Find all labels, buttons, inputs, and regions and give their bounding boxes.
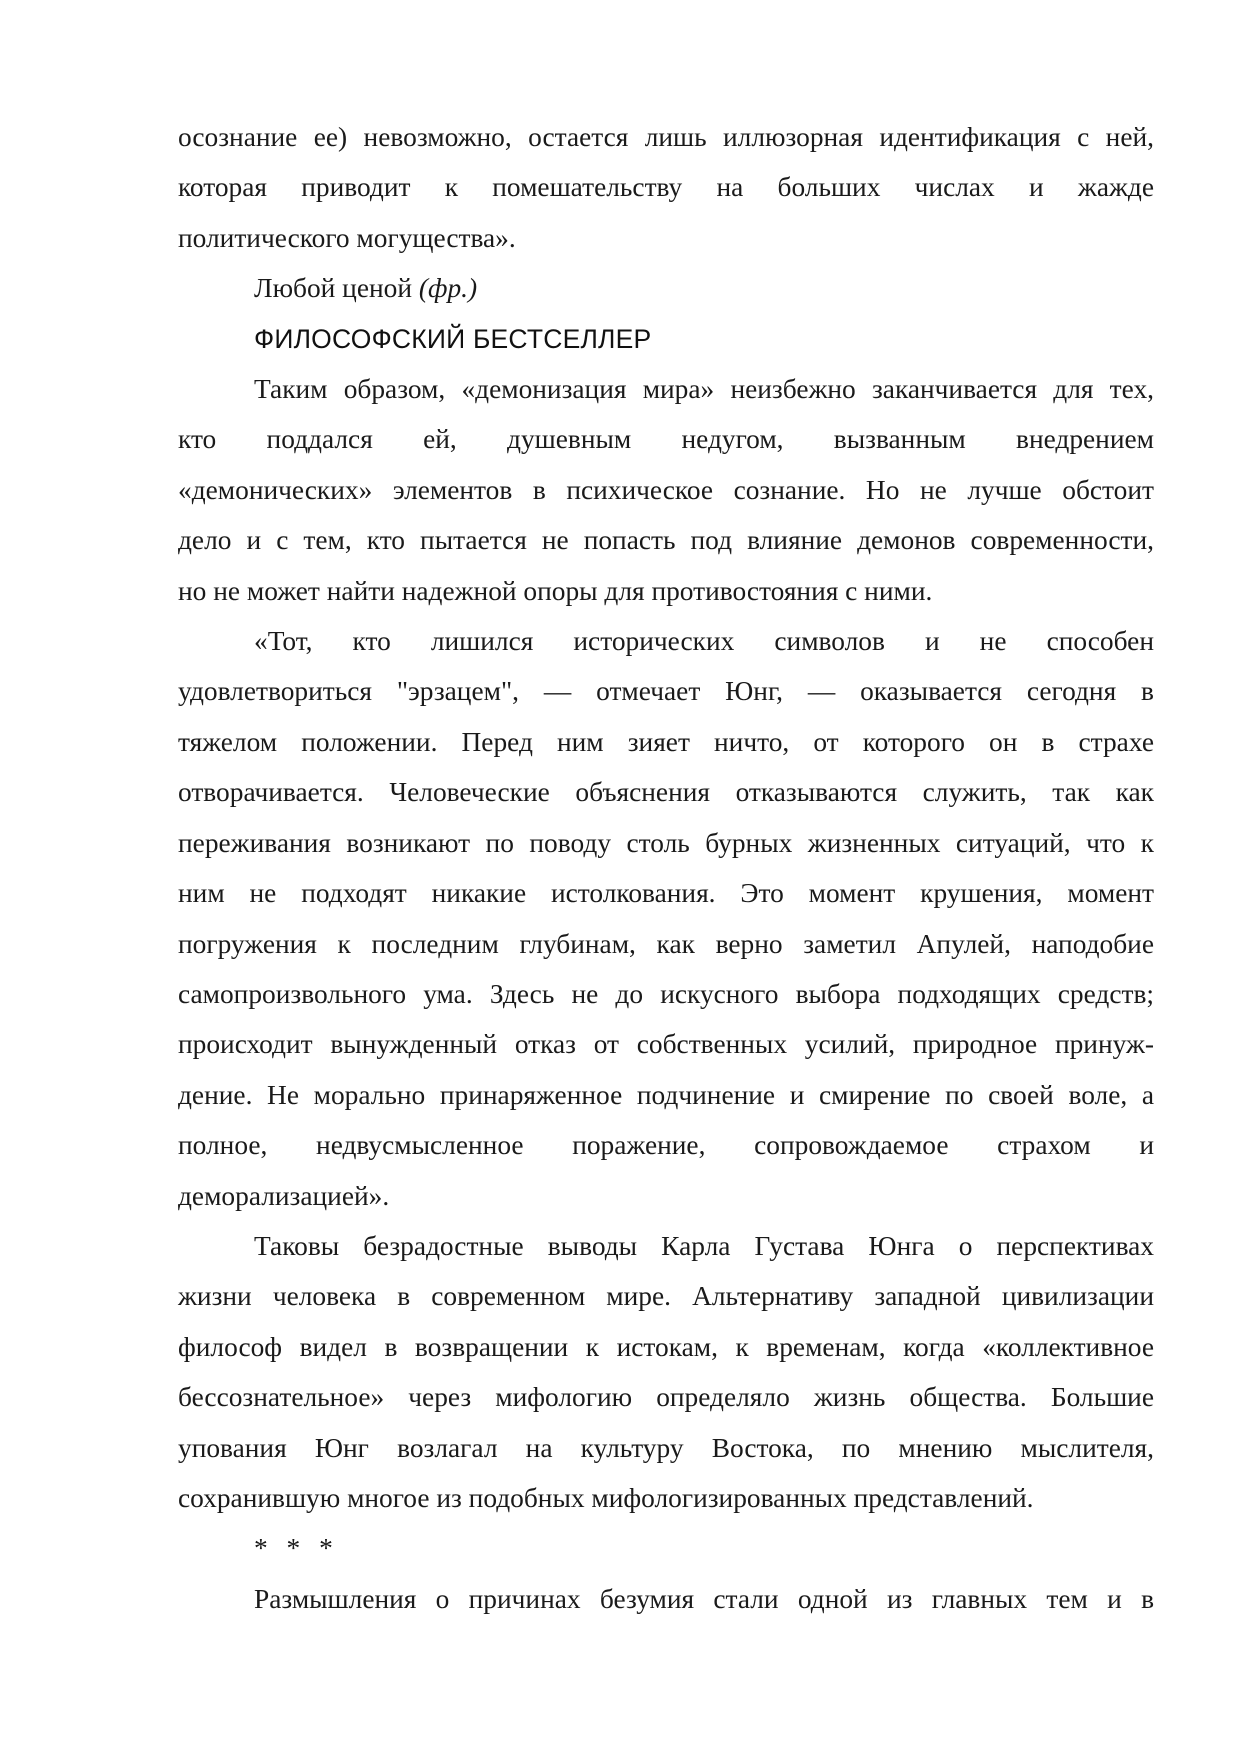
text-line: дело и с тем, кто пытается не попасть под влияние демонов современности, [178,525,1154,556]
text-line: «демонических» элементов в психическое сознание. Но не лучше обстоит [178,474,1154,505]
paragraph-4 [178,1574,1154,1624]
text-line: Таковы безрадостные выводы Карла Густава Юнга о перспективах [254,1230,1154,1261]
text-line: погружения к последним глубинам, как верно заметил Апулей, наподобие [178,928,1154,959]
text-line: жизни человека в современном мире. Альтернативу западной цивилизации [178,1281,1154,1312]
text-line: отворачивается. Человеческие объяснения отказываются служить, так как [178,777,1154,808]
section-heading: ФИЛОСОФСКИЙ БЕСТСЕЛЛЕР [254,323,652,354]
text-line: упования Юнг возлагал на культуру Востока, по мнению мыслителя, [178,1432,1154,1463]
text-line: политического могущества». [178,222,516,253]
text-line: удовлетвориться "эрзацем", — отмечает Юнг, — оказывается сегодня в [178,676,1154,707]
translation-note-lang: (фр.) [418,273,478,304]
paragraph-2 [178,616,1154,1221]
text-line: осознание ее) невозможно, остается лишь иллюзорная идентификация с ней, [178,122,1154,152]
text-line: сохранившую многое из подобных мифологизированных представлений. [178,1482,1034,1513]
text-line: бессознательное» через мифологию определяло жизнь общества. Большие [178,1382,1154,1413]
text-line: которая приводит к помешательству на больших числах и жажде [178,172,1154,203]
document-body [178,112,1154,1624]
text-line: но не может найти надежной опоры для противостояния с ними. [178,575,933,606]
text-line: Таким образом, «демонизация мира» неизбежно заканчивается для тех, [254,374,1154,405]
text-line: тяжелом положении. Перед ним зияет ничто, от которого он в страхе [178,726,1154,757]
text-line: дение. Не морально принаряженное подчинение и смирение по своей воле, а [178,1079,1154,1110]
section-separator: * * * [254,1533,339,1564]
text-line: переживания возникают по поводу столь бурных жизненных ситуаций, что к [178,827,1154,858]
translation-note-text: Любой ценой [254,273,413,304]
text-line: Размышления о причинах безумия стали одной из главных тем и в [254,1583,1154,1614]
text-line: «Тот, кто лишился исторических символов и не способен [254,626,1154,657]
intro-paragraph [178,112,1154,263]
paragraph-3 [178,1221,1154,1523]
text-line: полное, недвусмысленное поражение, сопровождаемое страхом и [178,1130,1154,1161]
text-line: философ видел в возвращении к истокам, к временам, когда «коллективное [178,1331,1154,1362]
text-line: самопроизвольного ума. Здесь не до искусного выбора подходящих средств; [178,978,1154,1009]
paragraph-1 [178,364,1154,616]
text-line: кто поддался ей, душевным недугом, вызванным внедрением [178,424,1154,455]
text-line: ним не подходят никакие истолкования. Это момент крушения, момент [178,878,1154,909]
text-line: деморализацией». [178,1180,390,1211]
text-line: происходит вынужденный отказ от собственных усилий, природное принуж- [178,1029,1154,1060]
translation-note [178,263,1154,313]
